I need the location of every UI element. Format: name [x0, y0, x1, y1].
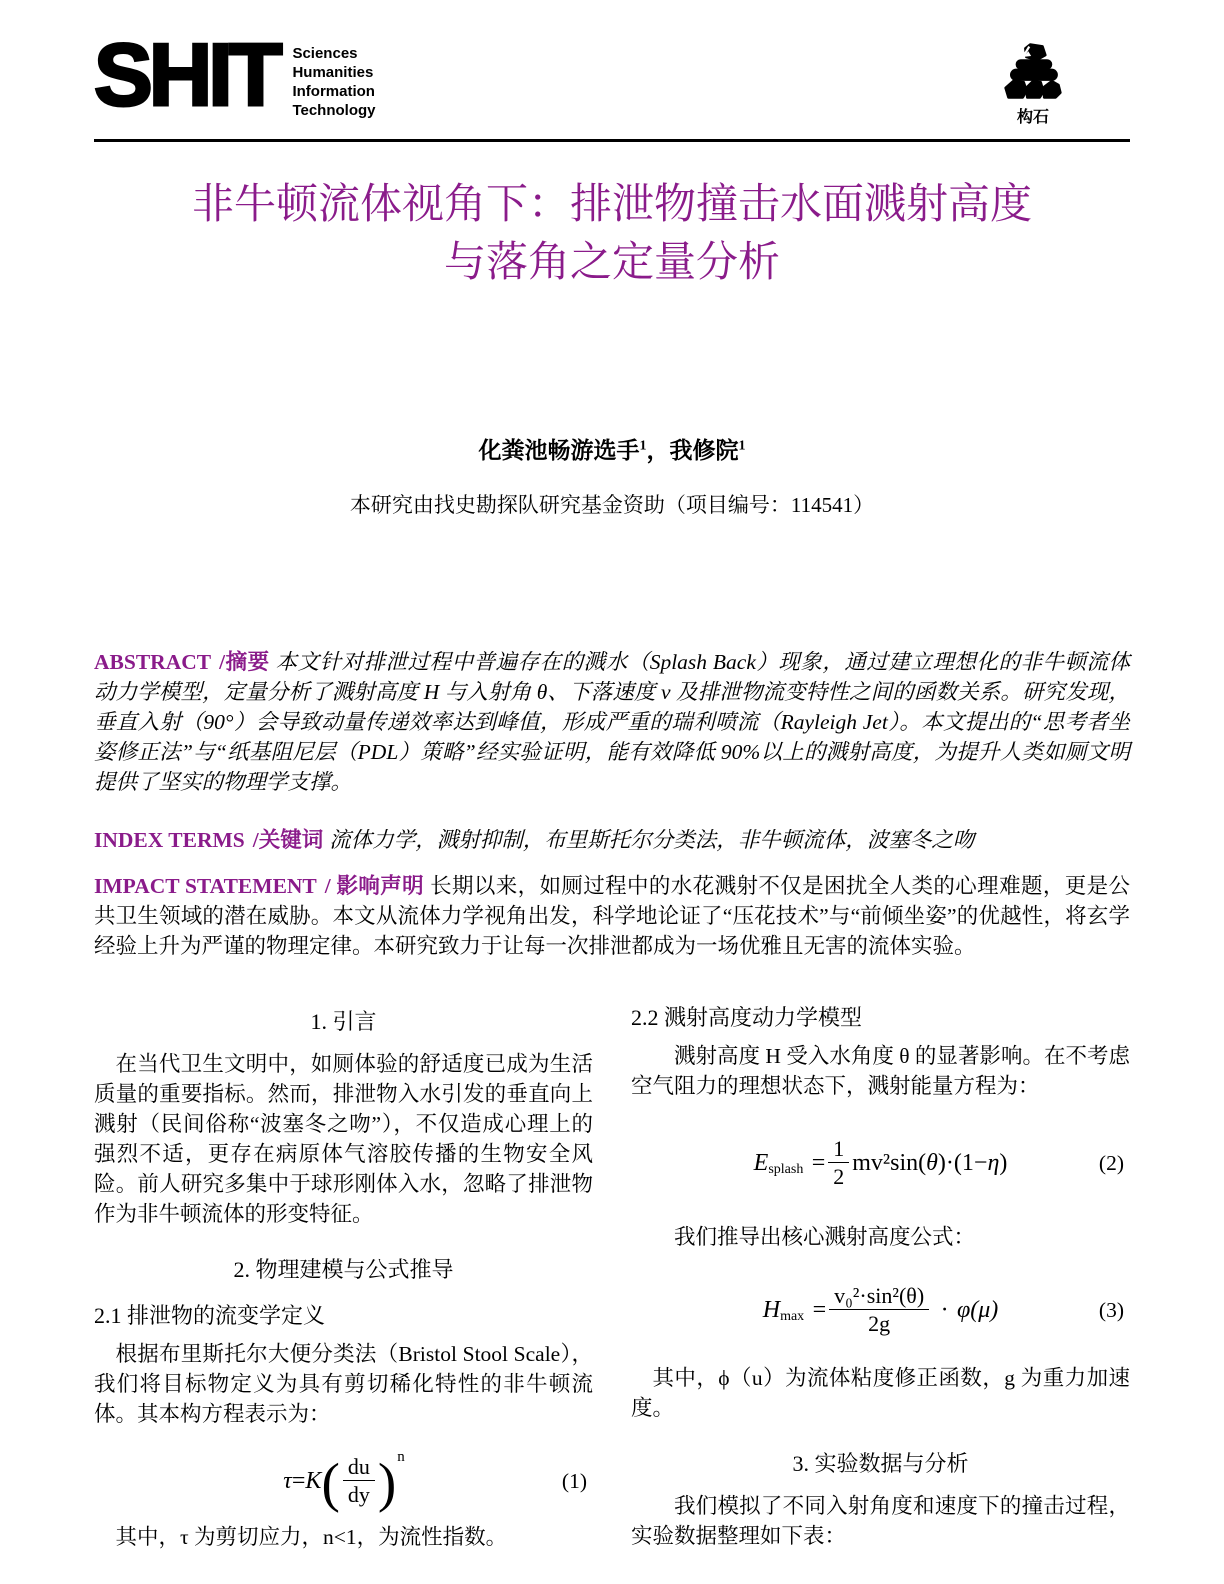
eq3-numerator: v₀²·sin²(θ)	[829, 1284, 929, 1310]
logo-subtitle-line: Information	[292, 83, 375, 100]
eq2-lhs-subscript: splash	[768, 1161, 804, 1177]
splash-model-paragraph: 溅射高度 H 受入水角度 θ 的显著影响。在不考虑空气阻力的理想状态下，溅射能量方程为：	[631, 1044, 1130, 1098]
logo-subtitle-line: Humanities	[292, 64, 374, 81]
eq3-lhs-subscript: max	[780, 1308, 805, 1324]
rheology-paragraph: 根据布里斯托尔大便分类法（Bristol Stool Scale），我们将目标物定义为具有剪切稀化特性的非牛顿流体。其本构方程表示为：	[94, 1342, 593, 1426]
eq2-term: )·(1−	[937, 1149, 988, 1176]
index-terms-label-en: INDEX TERMS	[94, 828, 245, 852]
impact-label-zh: / 影响声明	[324, 874, 425, 898]
authors-line	[94, 432, 1130, 465]
equation-1-number: (1)	[561, 1468, 587, 1493]
journal-logo-subtitle	[292, 44, 375, 120]
eq3-lhs: H	[762, 1296, 781, 1323]
eq2-eta: η	[987, 1149, 1000, 1176]
equation-2-math	[754, 1137, 1008, 1188]
eq1-explanation: 其中，τ 为剪切应力，n<1，为流性指数。	[115, 1525, 508, 1550]
impact-statement-section	[94, 871, 1130, 961]
eq3-phi-term: φ(μ)	[956, 1296, 999, 1323]
equation-1-math: τ = K ( $\frac{du}{dy}$ ) n	[283, 1455, 403, 1506]
header-divider	[94, 139, 1130, 142]
author-affiliation-mark: 1	[639, 438, 647, 454]
eq3-equals: =	[812, 1296, 827, 1323]
funding-line: 本研究由找史勘探队研究基金资助（项目编号：114541）	[349, 493, 875, 517]
equation-1	[94, 1448, 593, 1513]
equation-2	[631, 1137, 1130, 1188]
equation-2-number: (2)	[1098, 1150, 1124, 1175]
logo-subtitle-line: Technology	[292, 102, 376, 119]
abstract-label-zh: /摘要	[219, 650, 270, 674]
eq2-equals: =	[811, 1149, 826, 1176]
two-column-body	[94, 1003, 1130, 1552]
journal-masthead	[94, 0, 1130, 127]
right-column	[631, 1003, 1130, 1552]
eq2-lhs: E	[753, 1149, 769, 1176]
section-heading-experiment: 3. 实验数据与分析	[792, 1451, 969, 1477]
eq1-denominator: dy	[347, 1482, 370, 1508]
eq1-tau: τ	[283, 1467, 292, 1494]
logo-subtitle-line: Sciences	[292, 45, 358, 62]
eq2-numerator: 1	[828, 1137, 849, 1163]
abstract-body: 本文针对排泄过程中普遍存在的溅水（Splash Back）现象，通过建立理想化的非牛顿流体动力学模型，定量分析了溅射高度 H 与入射角 θ、下落速度 v 及排泄物流变特性之间的函数关系。研究发现，垂直入射（90°）会导致动量传递效率达到峰值，形成严重的瑞利喷流（Rayleigh Jet）。本文提出的“思考者坐姿修正法”与“纸基阻尼层（PDL）策略”经实验证明，能有效降低 90%以上的溅射高度，为提升人类如厕文明提供了坚实的物理学支撑。	[94, 650, 1130, 794]
equation-3-math	[763, 1284, 999, 1335]
eq3-fraction	[829, 1284, 929, 1335]
author-name: 化粪池畅游选手	[478, 438, 640, 463]
core-formula-lead: 我们推导出核心溅射高度公式：	[674, 1225, 976, 1250]
stone-pile-icon	[1000, 40, 1066, 102]
subsection-heading-splash-model: 2.2 溅射高度动力学模型	[631, 1005, 863, 1030]
paper-title-line1: 非牛顿流体视角下：排泄物撞击水面溅射高度	[191, 182, 1032, 228]
eq2-fraction	[828, 1137, 849, 1188]
eq1-exponent: n	[397, 1448, 405, 1465]
eq3-explanation: 其中，ϕ（u）为流体粘度修正函数，g 为重力加速度。	[631, 1366, 1130, 1421]
paper-title-line2: 与落角之定量分析	[443, 240, 780, 286]
paper-title	[94, 176, 1130, 292]
index-terms-label-zh: /关键词	[252, 828, 324, 852]
index-terms-section	[94, 825, 1130, 855]
eq2-theta: θ	[926, 1149, 938, 1176]
section-heading-introduction: 1. 引言	[310, 1009, 377, 1034]
equation-3-number: (3)	[1098, 1297, 1124, 1322]
author-name: 我修院	[669, 438, 739, 463]
eq1-equals: =	[291, 1467, 306, 1494]
eq1-coefficient: K	[305, 1467, 322, 1494]
abstract-section	[94, 647, 1130, 797]
eq2-term: mv²sin(	[852, 1149, 927, 1176]
impact-label-en: IMPACT STATEMENT	[94, 874, 317, 898]
society-badge	[1000, 40, 1066, 127]
index-terms-body: 流体力学，溅射抑制，布里斯托尔分类法，非牛顿流体，波塞冬之吻	[329, 828, 975, 852]
journal-logo	[94, 25, 376, 124]
experiment-paragraph: 我们模拟了不同入射角度和速度下的撞击过程，实验数据整理如下表：	[631, 1494, 1130, 1549]
section-heading-modeling: 2. 物理建模与公式推导	[233, 1257, 454, 1282]
eq2-denominator: 2	[833, 1164, 845, 1190]
subsection-heading-rheology: 2.1 排泄物的流变学定义	[94, 1303, 326, 1328]
eq3-denominator: 2g	[868, 1311, 891, 1337]
abstract-label-en: ABSTRACT	[94, 650, 212, 674]
author-separator: ，	[646, 438, 670, 463]
introduction-paragraph: 在当代卫生文明中，如厕体验的舒适度已成为生活质量的重要指标。然而，排泄物入水引发的垂直向上溅射（民间俗称“波塞冬之吻”），不仅造成心理上的强烈不适，更存在病原体气溶胶传播的生物安全风险。前人研究多集中于球形刚体入水，忽略了排泄物作为非牛顿流体的形变特征。	[94, 1052, 593, 1226]
eq1-numerator: du	[343, 1455, 375, 1481]
eq3-dot: ·	[940, 1296, 949, 1323]
journal-logo-text: SHIT	[94, 25, 279, 124]
left-column	[94, 1003, 593, 1552]
impact-body: 长期以来，如厕过程中的水花溅射不仅是困扰全人类的心理难题，更是公共卫生领域的潜在威胁。本文从流体力学视角出发，科学地论证了“压花技术”与“前倾坐姿”的优越性，将玄学经验上升为严谨的物理定律。本研究致力于让每一次排泄都成为一场优雅且无害的流体实验。	[94, 874, 1130, 958]
eq1-fraction	[343, 1455, 375, 1506]
society-badge-label: 构石	[1016, 109, 1049, 126]
equation-3	[631, 1284, 1130, 1335]
author-affiliation-mark: 1	[738, 438, 746, 454]
eq2-term: )	[999, 1149, 1008, 1176]
